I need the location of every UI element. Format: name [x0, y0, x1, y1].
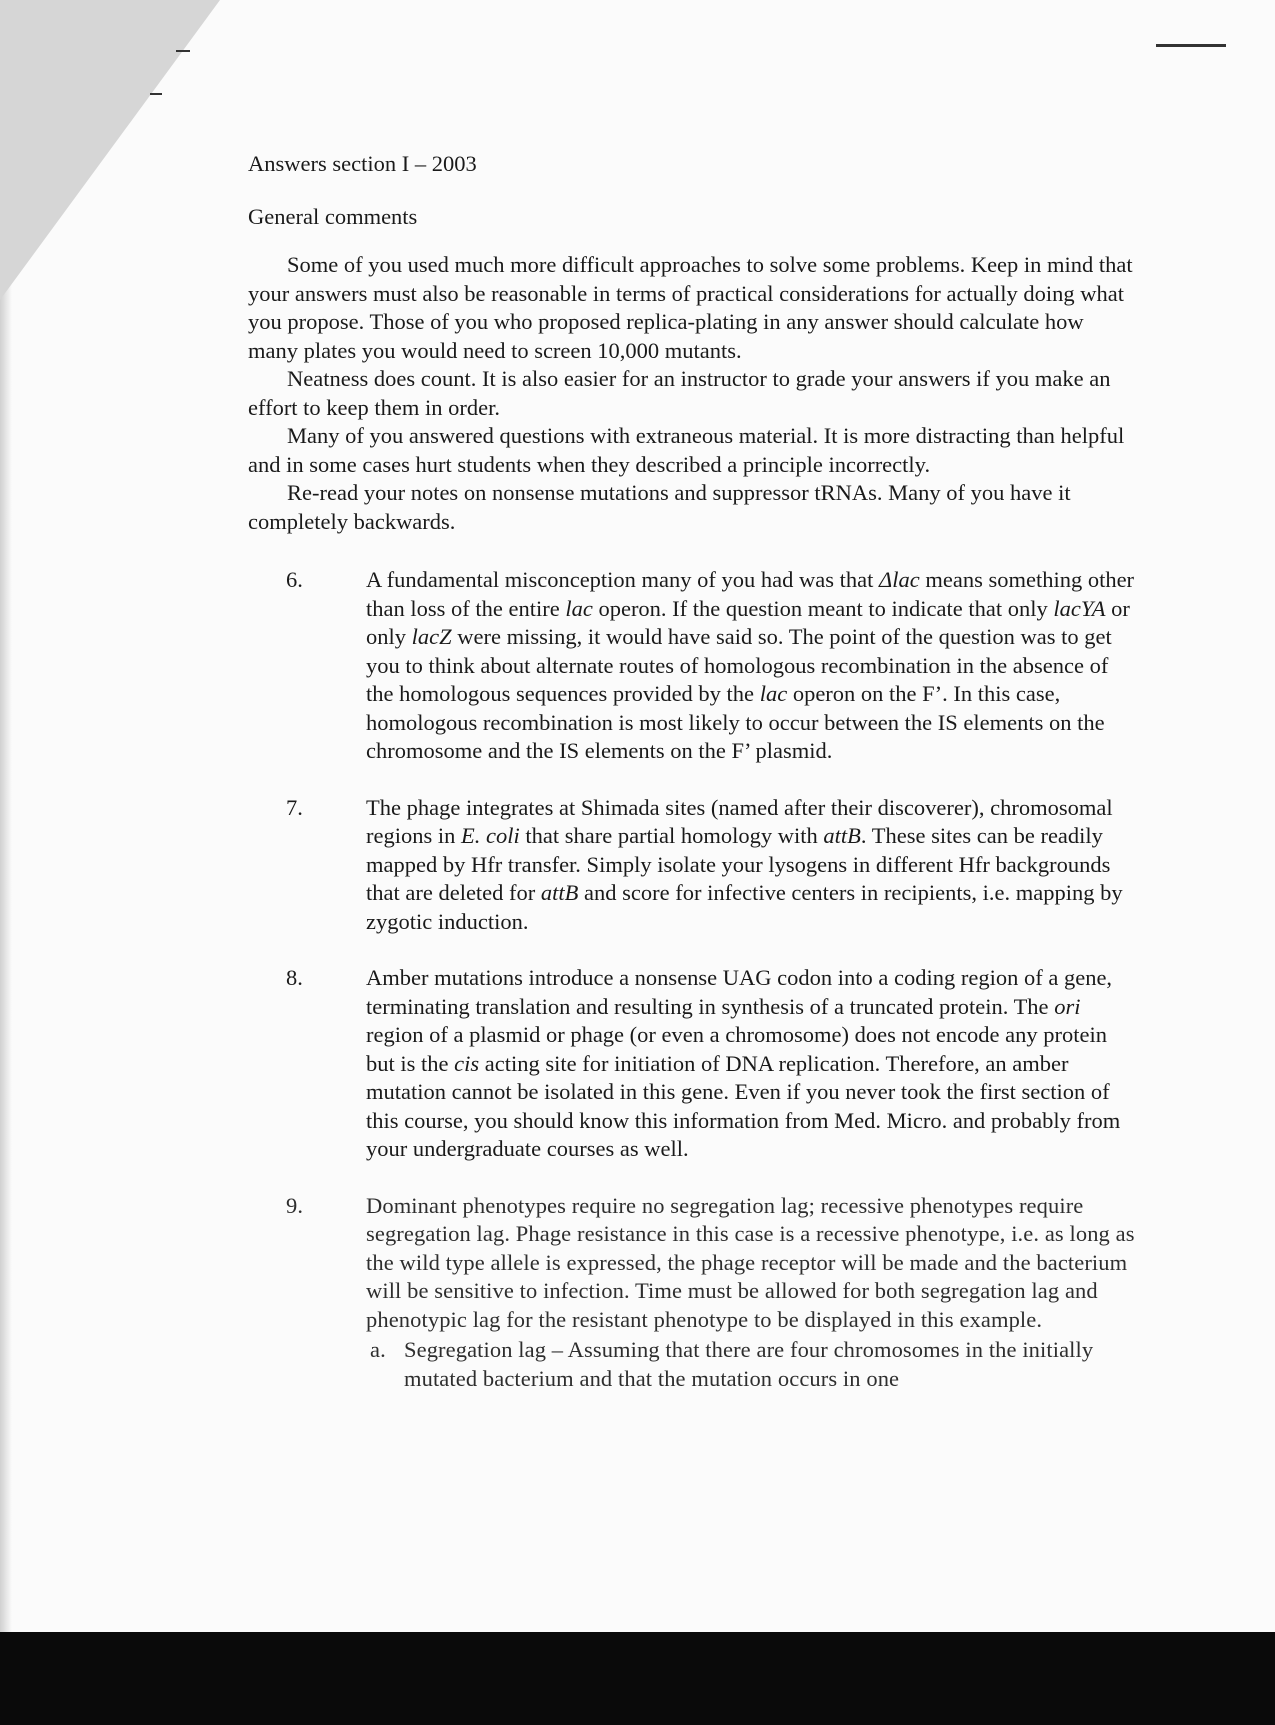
sub-item-a [366, 1336, 1138, 1393]
italic-term: Δlac [879, 567, 920, 592]
scan-mark [1156, 44, 1226, 47]
answer-number: 9. [286, 1192, 304, 1218]
document-title: Answers section I – 2003 [248, 151, 477, 176]
scan-mark [150, 93, 162, 95]
text-run: A fundamental misconception many of you had was that [366, 567, 880, 592]
folded-corner [0, 0, 220, 300]
answer-number: 7. [286, 794, 303, 820]
text-run: operon. If the question meant to indicate that only [592, 595, 1054, 621]
answer-8 [248, 964, 1138, 1164]
italic-term: attB [540, 880, 579, 905]
text-run: region of a plasmid or phage (or even a chromosome) does not encode any protein but is the [366, 1022, 1108, 1076]
italic-term: lac [759, 681, 788, 706]
italic-term: lacZ [411, 624, 452, 649]
text-run: . These sites can be readily mapped by Hfr transfer. Simply isolate your lysogens in different Hfr backgrounds that are deleted for [366, 823, 1111, 905]
answer-6 [248, 566, 1138, 766]
scanner-bottom-band [0, 1632, 1275, 1725]
text-run: were missing, it would have said so. The point of the question was to get you to think about alternate routes of homologous recombination in the absence of the homologous sequences provided by the [366, 624, 1112, 706]
text-run: or only [366, 595, 1130, 649]
text-run: and score for infective centers in recipients, i.e. mapping by zygotic induction. [366, 880, 1123, 934]
text-run: that share partial homology with [519, 823, 824, 848]
italic-term: cis [454, 1050, 480, 1076]
italic-term: E. coli [461, 823, 520, 848]
comment-paragraph: Re-read your notes on nonsense mutations and suppressor tRNAs. Many of you have it completely backwards. [248, 480, 1071, 534]
sub-item-label: a. [370, 1337, 386, 1362]
italic-term: ori [1054, 993, 1081, 1019]
italic-term: lacYA [1053, 595, 1106, 621]
text-run: means something other than loss of the entire [366, 567, 1135, 621]
answer-text [366, 964, 1138, 1164]
comment-paragraph: Neatness does count. It is also easier for an instructor to grade your answers if you make an effort to keep them in order. [248, 366, 1111, 420]
section-heading: General comments [248, 203, 418, 229]
sub-item-text: Segregation lag – Assuming that there are four chromosomes in the initially mutated bacterium and that the mutation occurs in one [404, 1337, 1094, 1391]
text-run: The phage integrates at Shimada sites (named after their discoverer), chromosomal regions in [366, 794, 1113, 848]
answer-text [366, 566, 1138, 766]
document-body [248, 150, 1138, 1421]
answer-text [366, 1192, 1138, 1394]
comment-paragraph: Some of you used much more difficult approaches to solve some problems. Keep in mind that your answers must also be reasonable in terms of practical considerations for actually doing what you propose. Those of you who proposed replica-plating in any answer should calculate how many plates you would need to screen 10,000 mutants. [248, 252, 1133, 363]
answer-number: 6. [286, 567, 303, 592]
scan-mark [176, 50, 190, 52]
text-run: Amber mutations introduce a nonsense UAG codon into a coding region of a gene, terminating translation and resulting in synthesis of a truncated protein. The [366, 965, 1113, 1019]
text-run: acting site for initiation of DNA replication. Therefore, an amber mutation cannot be isolated in this gene. Even if you never took the first section of this course, you should know this information from Med. Micro. and probably from your undergraduate courses as well. [366, 1050, 1121, 1161]
answer-7 [248, 794, 1138, 937]
italic-term: attB [823, 823, 861, 848]
answer-number: 8. [286, 965, 303, 990]
italic-term: lac [565, 595, 593, 621]
answer-text [366, 794, 1138, 937]
text-run: operon on the F’. In this case, homologous recombination is most likely to occur between the IS elements on the chromosome and the IS elements on the F’ plasmid. [366, 681, 1105, 763]
comment-paragraph: Many of you answered questions with extraneous material. It is more distracting than helpful and in some cases hurt students when they described a principle incorrectly. [248, 423, 1125, 477]
answer-list [248, 566, 1138, 1393]
general-comments [248, 251, 1138, 536]
answer-9 [248, 1192, 1138, 1394]
answer-paragraph: Dominant phenotypes require no segregation lag; recessive phenotypes require segregation lag. Phage resistance in this case is a recessive phenotype, i.e. as long as the wild type allele is expressed, the phage receptor will be made and the bacterium will be sensitive to infection. Time must be allowed for both segregation lag and phenotypic lag for the resistant phenotype to be displayed in this example. [366, 1192, 1135, 1332]
